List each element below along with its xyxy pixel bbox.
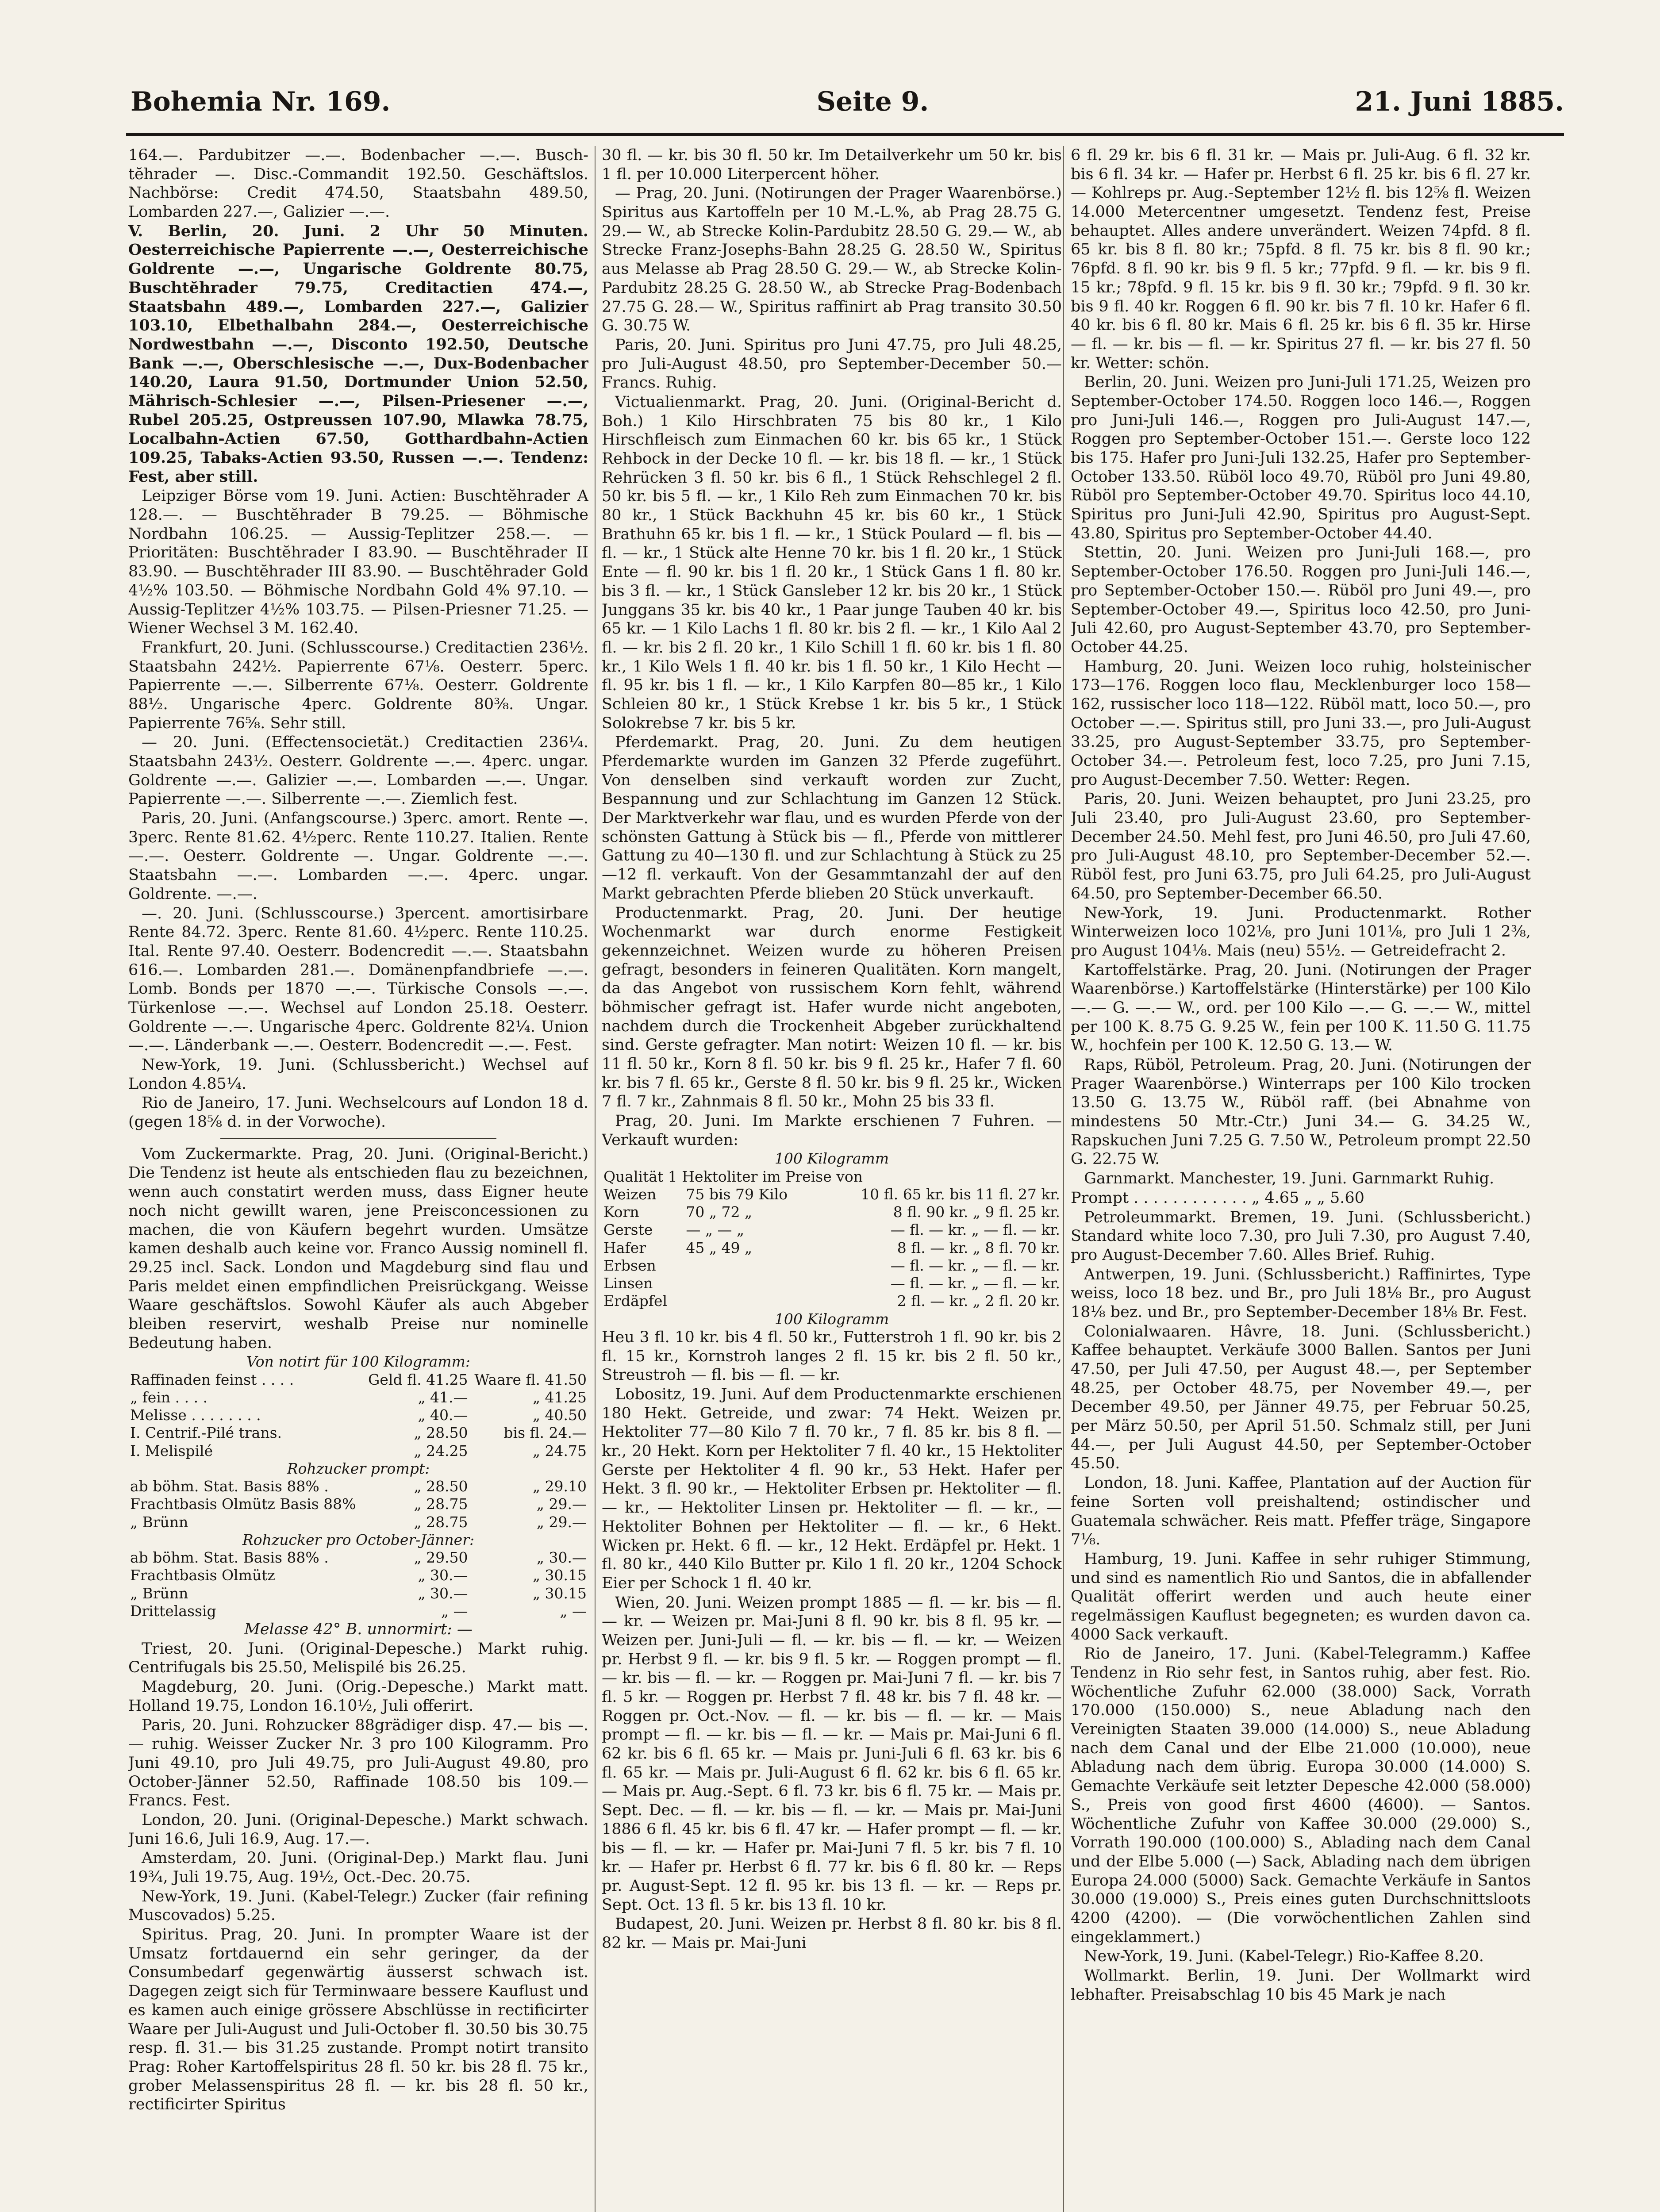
paragraph-colonialwaaren: Colonialwaaren. Hâvre, 18. Juni. (Schlussbericht.) Kaffee behauptet. Verkäufe 3000 Ballen. Santos per Juni 47.50, per Juli 47.50, per August 48.—, per September 48.25, per October 48.75, per November 49.—, per December 49.50, per Jänner 49.75, per Februar 50.25, per März 50.50, per April 51.50. Schmalz still, per Juni 44.—, per Juli August 44.50, per September-October 45.50. <box>1071 1322 1531 1473</box>
table-row <box>128 1460 588 1478</box>
table-cell: Raffinaden feinst . . . . <box>130 1371 294 1388</box>
paragraph-spiritus: Spiritus. Prag, 20. Juni. In prompter Waare ist der Umsatz fortdauernd ein sehr geringer, da der Consumbedarf gegenwärtig äusserst schwach ist. Dagegen zeigt sich für Terminwaare bessere Kauflust und es kamen auch einige grössere Abschlüsse in rectificirter Waare per Juli-August und Juli-October fl. 30.50 bis 30.75 resp. fl. 31.— bis 31.25 zustande. Prompt notirt transito Prag: Roher Kartoffelspiritus 28 fl. 50 kr. bis 28 fl. 75 kr., grober Melassenspiritus 28 fl. — kr. bis 28 fl. 50 kr., rectificirter Spiritus <box>128 1926 588 2114</box>
paragraph-petroleum: Petroleummarkt. Bremen, 19. Juni. (Schlussbericht.) Standard white loco 7.30, pro Juli 7.30, pro August 7.40, pro August-December 7.60. Alles Brief. Ruhig. <box>1071 1208 1531 1264</box>
table-row <box>128 1585 588 1602</box>
paragraph-wien: Wien, 20. Juni. Weizen prompt 1885 — fl. — kr. bis — fl. — kr. — Weizen pr. Mai-Juni 8 fl. 90 kr. bis 8 fl. 95 kr. — Weizen per. Juni-Juli — fl. — kr. bis — fl. — kr. — Weizen pr. Herbst 9 fl. — kr. bis 9 fl. 5 kr. — Roggen prompt — fl. — kr. bis — fl. — kr. — Roggen pr. Mai-Juni 7 fl. — kr. bis 7 fl. 5 kr. — Roggen pr. Herbst 7 fl. 48 kr. bis 7 fl. 48 kr. — Roggen pr. Oct.-Nov. — fl. — kr. bis — fl. — kr. — Mais prompt — fl. — kr. bis — fl. — kr. — Mais pr. Mai-Juni 6 fl. 62 kr. bis 6 fl. 65 kr. — Mais pr. Juni-Juli 6 fl. 63 kr. bis 6 fl. 65 kr. — Mais pr. Juli-August 6 fl. 62 kr. bis 6 fl. 65 kr. — Mais pr. Aug.-Sept. 6 fl. 73 kr. bis 6 fl. 75 kr. — Mais pr. Sept. Dec. — fl. — kr. bis — fl. — kr. — Mais pr. Mai-Juni 1886 6 fl. 45 kr. bis 6 fl. 47 kr. — Hafer prompt — fl. — kr. bis — fl. — kr. — Hafer pr. Mai-Juni 7 fl. 5 kr. bis 7 fl. 10 kr. — Hafer pr. Herbst 6 fl. 77 kr. bis 6 fl. 80 kr. — Reps pr. August-Sept. 12 fl. 95 kr. bis 13 fl. — kr. — Reps pr. Sept. Oct. 13 fl. 5 kr. bis 13 fl. 10 kr. <box>602 1594 1062 1914</box>
paragraph-paris-sugar: Paris, 20. Juni. Rohzucker 88grädiger disp. 47.— bis —. — ruhig. Weisser Zucker Nr. 3 pro 100 Kilogramm. Pro Juni 49.10, pro Juli 49.75, pro Juli-August 49.80, pro October-Jänner 52.50, Raffinade 108.50 bis 109.— Francs. Fest. <box>128 1716 588 1810</box>
table-row <box>128 1495 588 1513</box>
table-cell: — fl. — kr. „ — fl. — kr. <box>890 1221 1060 1239</box>
table-row <box>602 1221 1062 1239</box>
table-cell: Geld fl. 41.25 <box>368 1371 468 1388</box>
table-cell: „ 29.50 <box>414 1549 468 1567</box>
table-cell: „ 24.75 <box>532 1442 587 1459</box>
table-row <box>602 1257 1062 1275</box>
table-row <box>128 1478 588 1495</box>
table-cell: „ 28.50 <box>414 1424 468 1442</box>
table-cell: ab böhm. Stat. Basis 88% . <box>130 1549 329 1567</box>
table-cell: „ 30.— <box>418 1567 468 1584</box>
table-cell: Gerste <box>603 1221 653 1239</box>
paragraph-prag-spiritus: — Prag, 20. Juni. (Notirungen der Prager Waarenbörse.) Spiritus aus Kartoffeln per 10 M.-L.%, ab Prag 28.75 G. 29.— W., ab Strecke Kolin-Pardubitz 28.50 G. 29.— W., ab Strecke Franz-Josephs-Bahn 28.25 G. 28.50 W., Spiritus aus Melasse ab Prag 28.50 G. 29.— W., ab Strecke Kolin-Pardubitz 28.25 G. 28.50 W., ab Strecke Prag-Bodenbach 27.75 G. 28.— W., Spiritus raffinirt ab Prag transito 30.50 G. 30.75 W. <box>602 184 1062 335</box>
paragraph-wollmarkt: Wollmarkt. Berlin, 19. Juni. Der Wollmarkt wird lebhafter. Preisabschlag 10 bis 45 Mark je nach <box>1071 1967 1531 2004</box>
table-cell: „ 41.— <box>418 1388 468 1406</box>
table-cell: Rohzucker pro October-Jänner: <box>242 1531 475 1548</box>
header-page: Seite 9. <box>816 86 929 117</box>
table-cell: 45 „ 49 „ <box>686 1239 753 1256</box>
page-header <box>131 80 1564 124</box>
table-cell: „ 29.10 <box>532 1478 587 1495</box>
paragraph-berlin-grain: Berlin, 20. Juni. Weizen pro Juni-Juli 171.25, Weizen pro September-October 174.50. Roggen loco 146.—, Roggen pro Juni-Juli 146.—, Roggen pro Juli-August 147.—, Roggen pro September-October 151.—. Gerste loco 122 bis 175. Hafer pro Juni-Juli 132.25, Hafer pro September-October 133.50. Rüböl loco 49.70, Rüböl pro Juni 49.80, Rüböl pro September-October 49.70. Spiritus loco 44.10, Spiritus pro Juni-Juli 42.90, Spiritus pro August-Sept. 43.80, Spiritus pro September-October 44.40. <box>1071 373 1531 542</box>
table-cell: 10 fl. 65 kr. bis 11 fl. 27 kr. <box>861 1185 1060 1203</box>
table-cell: Frachtbasis Olmütz <box>130 1567 275 1584</box>
paragraph: Heu 3 fl. 10 kr. bis 4 fl. 50 kr., Futterstroh 1 fl. 90 kr. bis 2 fl. 15 kr., Kornstroh langes 2 fl. 15 kr. bis 2 fl. 50 kr., Streustroh — fl. bis — fl. — kr. <box>602 1328 1062 1384</box>
table-cell: I. Centrif.-Pilé trans. <box>130 1424 282 1442</box>
paragraph-victualienmarkt: Victualienmarkt. Prag, 20. Juni. (Original-Bericht d. Boh.) 1 Kilo Hirschbraten 75 bis 80 kr., 1 Kilo Hirschfleisch zum Einmachen 60 kr. bis 65 kr., 1 Stück Rehbock in der Decke 10 fl. — kr. bis 18 fl. — kr., 1 Stück Rehrücken 3 fl. 50 kr. bis 6 fl., 1 Stück Rehschlegel 2 fl. 50 kr. bis 5 fl. — kr., 1 Kilo Reh zum Einmachen 70 kr. bis 80 kr., 1 Stück Backhuhn 45 kr. bis 60 kr., 1 Stück Brathuhn 65 kr. bis 1 fl. — kr., 1 Stück Poulard — fl. bis — fl. — kr., 1 Stück alte Henne 70 kr. bis 1 fl. 20 kr., 1 Stück Ente — fl. 90 kr. bis 1 fl. 20 kr., 1 Stück Gans 1 fl. 80 kr. bis 3 fl. — kr., 1 Stück Gansleber 12 kr. bis 20 kr., 1 Stück Junggans 35 kr. bis 40 kr., 1 Paar junge Tauben 40 kr. bis 65 kr. — 1 Kilo Lachs 1 fl. 80 kr. bis 2 fl. — kr., 1 Kilo Aal 2 fl. — kr. bis 2 fl. 20 kr., 1 Kilo Schill 1 fl. 60 kr. bis 1 fl. 80 kr., 1 Kilo Wels 1 fl. 40 kr. bis 1 fl. 50 kr., 1 Kilo Hecht — fl. 95 kr. bis 1 fl. — kr., 1 Kilo Karpfen 80—85 kr., 1 Kilo Schleien 80 kr., 1 Stück Krebse 1 kr. bis 5 kr., 1 Stück Solokrebse 7 kr. bis 5 kr. <box>602 393 1062 732</box>
column-1 <box>128 146 588 2212</box>
paragraph-london-kaffee: London, 18. Juni. Kaffee, Plantation auf der Auction für feine Sorten voll preishaltend; ostindischer und Guatemala schwächer. Reis matt. Pfeffer träge, Singapore 7⅛. <box>1071 1474 1531 1549</box>
paragraph-newyork-kaffee: New-York, 19. Juni. (Kabel-Telegr.) Rio-Kaffee 8.20. <box>1084 1947 1484 1966</box>
table-cell: „ 30.15 <box>532 1567 587 1584</box>
paragraph: Melasse 42° B. unnormirt: — <box>244 1621 473 1639</box>
paragraph-stettin: Stettin, 20. Juni. Weizen pro Juni-Juli 168.—, pro September-October 176.50. Roggen pro Juni-Juli 146.—, pro September-October 150.—. Rüböl pro Juni 49.—, pro September-October 49.—, Spiritus loco 42.50, pro Juni-Juli 42.60, pro August-September 43.70, pro September-October 44.25. <box>1071 544 1531 656</box>
table-cell <box>684 1257 813 1275</box>
table-cell: Linsen <box>603 1275 653 1292</box>
table-cell: 8 fl. — kr. „ 8 fl. 70 kr. <box>897 1239 1060 1256</box>
table-cell: 70 „ 72 „ <box>686 1203 753 1221</box>
table-cell: „ 40.— <box>418 1406 468 1424</box>
paragraph-frankfurt: Frankfurt, 20. Juni. (Schlusscourse.) Creditactien 236½. Staatsbahn 242½. Papierrente 67⅛. Oesterr. 5perc. Papierrente —.—. Silberrente 67⅛. Oesterr. Goldrente 88½. Ungarische 4perc. Goldrente 80⅜. Ungar. Papierrente 76⅝. Sehr still. <box>128 638 588 732</box>
paragraph-berlin: V. Berlin, 20. Juni. 2 Uhr 50 Minuten. Oesterreichische Papierrente —.—, Oesterreichische Goldrente —.—, Ungarische Goldrente 80.75, Buschtĕhrader 79.75, Creditactien 474.—, Staatsbahn 489.—, Lombarden 227.—, Galizier 103.10, Elbethalbahn 284.—, Oesterreichische Nordwestbahn —.—, Disconto 192.50, Deutsche Bank —.—, Oberschlesische —.—, Dux-Bodenbacher 140.20, Laura 91.50, Dortmunder Union 52.50, Mährisch-Schlesier —.—, Pilsen-Priesener —.—, Rubel 205.25, Ostpreussen 107.90, Mlawka 78.75, Localbahn-Actien 67.50, Gotthardbahn-Actien 109.25, Tabaks-Actien 93.50, Russen —.—. Tendenz: Fest, aber still. <box>128 222 588 486</box>
table-cell: 75 bis 79 Kilo <box>686 1185 788 1203</box>
grain-price-table <box>602 1150 1062 1328</box>
table-cell: „ 30.— <box>418 1584 468 1602</box>
paragraph: Prag, 20. Juni. Im Markte erschienen 7 Fuhren. — Verkauft wurden: <box>602 1112 1062 1149</box>
table-row <box>128 1549 588 1567</box>
table-cell: 2 fl. — kr. „ 2 fl. 20 kr. <box>897 1292 1060 1310</box>
table-row <box>602 1292 1062 1310</box>
table-cell: Weizen <box>603 1185 657 1203</box>
table-cell: Erdäpfel <box>603 1292 668 1310</box>
table-cell: „ — <box>441 1602 468 1620</box>
table-cell: „ 29.— <box>536 1495 587 1513</box>
paragraph-budapest: Budapest, 20. Juni. Weizen pr. Herbst 8 fl. 80 kr. bis 8 fl. 82 kr. — Mais pr. Mai-Juni <box>602 1915 1062 1952</box>
paragraph: Prompt . . . . . . . . . . . . „ 4.65 „ „ 5.60 <box>1071 1189 1364 1207</box>
table-row <box>128 1602 588 1620</box>
paragraph-triest: Triest, 20. Juni. (Original-Depesche.) Markt ruhig. Centrifugals bis 25.50, Melispilé bis 26.25. <box>128 1640 588 1677</box>
table-cell: — fl. — kr. „ — fl. — kr. <box>890 1256 1060 1274</box>
table-cell: „ 30.— <box>536 1549 587 1567</box>
paragraph-magdeburg: Magdeburg, 20. Juni. (Orig.-Depesche.) Markt matt. Holland 19.75, London 16.10½, Juli offerirt. <box>128 1678 588 1715</box>
table-row <box>128 1389 588 1406</box>
table-row <box>602 1203 1062 1221</box>
table-cell: „ 28.75 <box>414 1513 468 1531</box>
table-cell: Drittelassig <box>130 1602 216 1620</box>
column-rule <box>595 146 596 2212</box>
table-cell: „ 24.25 <box>414 1442 468 1459</box>
header-rule <box>126 133 1564 136</box>
paragraph-newyork-grain: New-York, 19. Juni. Productenmarkt. Rother Winterweizen loco 102⅛, pro Juni 101⅛, pro Juli 1 2⅜, pro August 104⅛. Mais (neu) 55½. — Getreidefracht 2. <box>1071 904 1531 960</box>
table-row <box>602 1275 1062 1292</box>
table-cell: Melisse . . . . . . . . <box>130 1406 261 1424</box>
table-cell: Frachtbasis Olmütz Basis 88% <box>130 1495 356 1513</box>
paragraph: —. 20. Juni. (Schlusscourse.) 3percent. amortisirbare Rente 84.72. 3perc. Rente 81.60. 4½perc. Rente 110.25. Ital. Rente 97.40. Oesterr. Bodencredit —.—. Staatsbahn 616.—. Lombarden 281.—. Domänenpfandbriefe —.—. Lomb. Bonds per 1870 —.—. Türkische Consols —.—. Türkenlose —.—. Wechsel auf London 25.18. Oesterr. Goldrente —.—. Ungarische 4perc. Goldrente 82¼. Union —.—. Länderbank —.—. Oesterr. Bodencredit —.—. Fest. <box>128 904 588 1055</box>
table-cell: ab böhm. Stat. Basis 88% . <box>130 1478 329 1495</box>
table-cell: Korn <box>603 1203 639 1221</box>
header-issue: Bohemia Nr. 169. <box>131 86 391 117</box>
table-row <box>128 1371 588 1389</box>
table-cell: „ Brünn <box>130 1513 188 1531</box>
sugar-price-table <box>128 1353 588 1620</box>
table-cell: — fl. — kr. „ — fl. — kr. <box>890 1275 1060 1292</box>
paragraph-garnmarkt: Garnmarkt. Manchester, 19. Juni. Garnmarkt Ruhig. <box>1084 1170 1495 1188</box>
table-cell: 8 fl. 90 kr. „ 9 fl. 25 kr. <box>893 1203 1060 1221</box>
table-cell: „ 28.50 <box>414 1478 468 1495</box>
table-caption: 100 Kilogramm <box>774 1310 889 1328</box>
paragraph-paris-grain: Paris, 20. Juni. Weizen behauptet, pro Juni 23.25, pro Juli 23.40, pro Juli-August 23.60, pro September-December 24.50. Mehl fest, pro Juni 46.50, pro Juli 47.60, pro Juli-August 48.10, pro September-December 52.—. Rüböl fest, pro Juni 63.75, pro Juli 64.25, pro Juli-August 64.50, pro September-December 66.50. <box>1071 790 1531 902</box>
paragraph-newyork: New-York, 19. Juni. (Schlussbericht.) Wechsel auf London 4.85¼. <box>128 1056 588 1093</box>
column-3 <box>1071 146 1531 2212</box>
header-date: 21. Juni 1885. <box>1355 86 1564 117</box>
table-cell: „ 30.15 <box>532 1584 587 1602</box>
paragraph-raps: Raps, Rüböl, Petroleum. Prag, 20. Juni. (Notirungen der Prager Waarenbörse.) Winterraps per 100 Kilo trocken 13.50 G. 13.75 W., Rüböl raff. (bei Abnahme von mindestens 50 Mtr.-Ctr.) Juni 34.— G. 34.25 W., Rapskuchen Juni 7.25 G. 7.50 W., Petroleum prompt 22.50 G. 22.75 W. <box>1071 1056 1531 1168</box>
table-row <box>128 1442 588 1460</box>
table-row <box>128 1531 588 1549</box>
table-caption: Von notirt für 100 Kilogramm: <box>246 1353 470 1371</box>
table-row <box>128 1406 588 1424</box>
table-cell: „ — <box>560 1602 587 1620</box>
paragraph: 30 fl. — kr. bis 30 fl. 50 kr. Im Detailverkehr um 50 kr. bis 1 fl. per 10.000 Literpercent höher. <box>602 146 1062 183</box>
table-cell: „ 28.75 <box>414 1495 468 1513</box>
paragraph: 164.—. Pardubitzer —.—. Bodenbacher —.—. Busch-tĕhrader —. Disc.-Commandit 192.50. Geschäftslos. Nachbörse: Credit 474.50, Staatsbahn 489.50, Lombarden 227.—, Galizier —.—. <box>128 146 588 221</box>
paragraph: 6 fl. 29 kr. bis 6 fl. 31 kr. — Mais pr. Juli-Aug. 6 fl. 32 kr. bis 6 fl. 34 kr. — Hafer pr. Herbst 6 fl. 25 kr. bis 6 fl. 27 kr. — Kohlreps pr. Aug.-September 12½ fl. bis 12⅝ fl. Weizen 14.000 Metercentner umgesetzt. Tendenz fest, Preise behauptet. Alles andere unverändert. Weizen 74pfd. 8 fl. 65 kr. bis 8 fl. 80 kr.; 75pfd. 8 fl. 75 kr. bis 8 fl. 90 kr.; 76pfd. 8 fl. 90 kr. bis 9 fl. 5 kr.; 77pfd. 9 fl. — kr. bis 9 fl. 15 kr.; 78pfd. 9 fl. 15 kr. bis 9 fl. 30 kr.; 79pfd. 9 fl. 30 kr. bis 9 fl. 40 kr. Roggen 6 fl. 90 kr. bis 7 fl. 10 kr. Hafer 6 fl. 40 kr. bis 6 fl. 80 kr. Mais 6 fl. 25 kr. bis 6 fl. 35 kr. Hirse — fl. — kr. bis — fl. — kr. Spiritus 27 fl. — kr. bis 27 fl. 50 kr. Wetter: schön. <box>1071 146 1531 372</box>
section-divider <box>220 1138 496 1139</box>
column-2 <box>602 146 1062 2212</box>
paragraph-zuckermarkt: Vom Zuckermarkte. Prag, 20. Juni. (Original-Bericht.) Die Tendenz ist heute als entschieden flau zu bezeichnen, wenn auch constatirt werden muss, dass Eigner heute noch nicht gewillt waren, jene Preisconcessionen zu machen, die von Käufern begehrt wurden. Umsätze kamen deshalb auch keine vor. Franco Aussig nominell fl. 29.25 incl. Sack. London und Magdeburg sind flau und Paris meldet einen empfindlichen Preisrückgang. Weisse Waare geschäftslos. Sowohl Käufer als auch Abgeber bleiben reservirt, weshalb Preise nur nominelle Bedeutung haben. <box>128 1145 588 1352</box>
paragraph-lobositz: Lobositz, 19. Juni. Auf dem Productenmarkte erschienen 180 Hekt. Getreide, und zwar: 74 Hekt. Weizen pr. Hektoliter 77—80 Kilo 7 fl. 70 kr., 7 fl. 85 kr. bis 8 fl. — kr., 20 Hekt. Korn per Hektoliter 7 fl. 40 kr., 15 Hektoliter Gerste per Hektoliter 4 fl. 90 kr., 53 Hekt. Hafer per Hekt. 3 fl. 90 kr., — Hektoliter Erbsen pr. Hektoliter — fl. — kr., — Hektoliter Linsen pr. Hektoliter — fl. — kr., — Hektoliter Bohnen per Hektoliter — fl. — kr., 6 Hekt. Wicken pr. Hekt. 6 fl. — kr., 12 Hekt. Erdäpfel pr. Hekt. 1 fl. 80 kr., 440 Kilo Butter pr. Kilo 1 fl. 20 kr., 1204 Schock Eier per Schock 1 fl. 40 kr. <box>602 1386 1062 1592</box>
table-row <box>602 1186 1062 1203</box>
table-row <box>128 1567 588 1584</box>
paragraph-london-sugar: London, 20. Juni. (Original-Depesche.) Markt schwach. Juni 16.6, Juli 16.9, Aug. 17.—. <box>128 1811 588 1848</box>
table-row <box>602 1239 1062 1257</box>
table-cell: „ fein . . . . <box>130 1388 208 1406</box>
paragraph-paris-spiritus: Paris, 20. Juni. Spiritus pro Juni 47.75, pro Juli 48.25, pro Juli-August 48.50, pro September-December 50.— Francs. Ruhig. <box>602 336 1062 392</box>
table-cell: Waare fl. 41.50 <box>474 1371 587 1388</box>
paragraph-pferdemarkt: Pferdemarkt. Prag, 20. Juni. Zu dem heutigen Pferdemarkte wurden im Ganzen 32 Pferde zugeführt. Von denselben sind verkauft worden zur Zucht, Bespannung und zur Schlachtung im Ganzen 12 Stück. Der Marktverkehr war flau, und es wurden Pferde von der schönsten Gattung à Stück bis — fl., Pferde von mittlerer Gattung zu 40—130 fl. und zur Schlachtung à Stück zu 25—12 fl. verkauft. Von der Gesammtanzahl der auf den Markt gebrachten Pferde blieben 20 Stück unverkauft. <box>602 733 1062 902</box>
paragraph-antwerpen: Antwerpen, 19. Juni. (Schlussbericht.) Raffinirtes, Type weiss, loco 18 bez. und Br., pro Juli 18⅛ Br., pro August 18⅛ bez. und Br., pro September-December 18⅛ Br. Fest. <box>1071 1265 1531 1321</box>
paragraph-amsterdam: Amsterdam, 20. Juni. (Original-Dep.) Markt flau. Juni 19¾, Juli 19.75, Aug. 19½, Oct.-Dec. 20.75. <box>128 1849 588 1886</box>
table-cell: „ Brünn <box>130 1584 188 1602</box>
paragraph-productenmarkt: Productenmarkt. Prag, 20. Juni. Der heutige Wochenmarkt war durch enorme Festigkeit gekennzeichnet. Weizen wurde zu höheren Preisen gefragt, besonders in feineren Qualitäten. Korn mangelt, da das Angebot von russischem Korn fehlt, während böhmischer gefragt ist. Hafer wurde nicht angeboten, nachdem durch die Trockenheit Abgeber zurückhaltend sind. Gerste gefragter. Man notirt: Weizen 10 fl. — kr. bis 11 fl. 50 kr., Korn 8 fl. 50 kr. bis 9 fl. 25 kr., Hafer 7 fl. 60 kr. bis 7 fl. 65 kr., Gerste 8 fl. 50 kr. bis 9 fl. 25 kr., Wicken 7 fl. 7 kr., Zahnmais 8 fl. 50 kr., Mohn 25 bis 33 fl. <box>602 904 1062 1111</box>
table-caption: 100 Kilogramm <box>774 1150 889 1167</box>
paragraph-hamburg: Hamburg, 20. Juni. Weizen loco ruhig, holsteinischer 173—176. Roggen loco flau, Mecklenburger loco 158—162, russischer loco 118—122. Rüböl matt, loco 50.—, pro October —.—. Spiritus still, pro Juni 33.—, pro Juli-August 33.25, pro August-September 33.75, pro September-October 34.—. Petroleum fest, loco 7.25, pro Juni 7.15, pro August-December 7.50. Wetter: Regen. <box>1071 657 1531 789</box>
table-cell: Hafer <box>603 1239 646 1256</box>
table-header: Qualität 1 Hektoliter im Preise von <box>603 1167 863 1185</box>
paragraph: — 20. Juni. (Effectensocietät.) Creditactien 236¼. Staatsbahn 243½. Oesterr. Goldrente —.—. 4perc. ungar. Goldrente —.—. Galizier —.—. Lombarden —.—. Ungar. Papierrente —.—. Silberrente —.—. Ziemlich fest. <box>128 733 588 808</box>
paragraph-newyork-sugar: New-York, 19. Juni. (Kabel-Telegr.) Zucker (fair refining Muscovados) 5.25. <box>128 1887 588 1924</box>
table-cell: „ 29.— <box>536 1513 587 1531</box>
table-cell: „ 40.50 <box>532 1406 587 1424</box>
table-row <box>128 1424 588 1442</box>
column-rule <box>1063 146 1064 2212</box>
table-cell: Rohzucker prompt: <box>287 1459 430 1477</box>
table-cell: — „ — „ <box>686 1221 745 1239</box>
table-cell: „ 41.25 <box>532 1388 587 1406</box>
table-cell: bis fl. 24.— <box>503 1424 587 1442</box>
paragraph-paris: Paris, 20. Juni. (Anfangscourse.) 3perc. amort. Rente —. 3perc. Rente 81.62. 4½perc. Rente 110.27. Italien. Rente —.—. Oesterr. Goldrente —. Ungar. Goldrente —.—. Staatsbahn —.—. Lombarden —.—. 4perc. ungar. Goldrente. —.—. <box>128 810 588 903</box>
table-cell <box>684 1292 813 1310</box>
paragraph-rio-kaffee: Rio de Janeiro, 17. Juni. (Kabel-Telegramm.) Kaffee Tendenz in Rio sehr fest, in Santos ruhig, aber fest. Rio. Wöchentliche Zufuhr 62.000 (38.000) Sack, Vorrath 170.000 (150.000) S., neue Abladung nach den Vereinigten Staaten 39.000 (14.000) S., neue Abladung nach dem Canal und der Elbe 21.000 (10.000), neue Abladung nach dem übrig. Europa 30.000 (14.000) S. Gemachte Verkäufe seit letzter Depesche 42.000 (58.000) S., Preis von good first 4600 (4600). — Santos. Wöchentliche Zufuhr von Kaffee 30.000 (29.000) S., Vorrath 190.000 (100.000) S., Ablading nach dem Canal und der Elbe 5.000 (—) Sack, Ablading nach dem übrigen Europa 24.000 (5000) Sack. Gemachte Verkäufe in Santos 30.000 (19.000) S., Preis eines guten Durchschnittsloots 4200 (4200). — (Die vorwöchentlichen Zahlen sind eingeklammert.) <box>1071 1645 1531 1946</box>
table-cell: I. Melispilé <box>130 1442 213 1459</box>
table-row <box>128 1513 588 1531</box>
paragraph-kartoffelstaerke: Kartoffelstärke. Prag, 20. Juni. (Notirungen der Prager Waarenbörse.) Kartoffelstärke (Hinterstärke) per 100 Kilo —.— G. —.— W., ord. per 100 Kilo —.— G. —.— W., mittel per 100 K. 8.75 G. 9.25 W., fein per 100 K. 11.50 G. 11.75 W., hochfein per 100 K. 12.50 G. 13.— W. <box>1071 961 1531 1055</box>
table-cell: Erbsen <box>603 1256 656 1274</box>
paragraph-hamburg-kaffee: Hamburg, 19. Juni. Kaffee in sehr ruhiger Stimmung, und sind es namentlich Rio und Santos, die in abfallender Qualität offerirt werden und auch heute einer regelmässigen Kauflust begegneten; es wurden davon ca. 4000 Sack verkauft. <box>1071 1550 1531 1644</box>
paragraph-rio: Rio de Janeiro, 17. Juni. Wechselcours auf London 18 d. (gegen 18⅝ d. in der Vorwoche). <box>128 1094 588 1131</box>
paragraph-leipzig: Leipziger Börse vom 19. Juni. Actien: Buschtĕhrader A 128.—. — Buschtĕhrader B 79.25. — Böhmische Nordbahn 106.25. — Aussig-Teplitzer 258.—. — Prioritäten: Buschtĕhrader I 83.90. — Buschtĕhrader II 83.90. — Buschtĕhrader III 83.90. — Buschtĕhrader Gold 4½% 103.50. — Böhmische Nordbahn Gold 4% 97.10. — Aussig-Teplitzer 4½% 103.75. — Pilsen-Priesner 71.25. — Wiener Wechsel 3 M. 162.40. <box>128 487 588 637</box>
table-cell <box>684 1275 813 1292</box>
